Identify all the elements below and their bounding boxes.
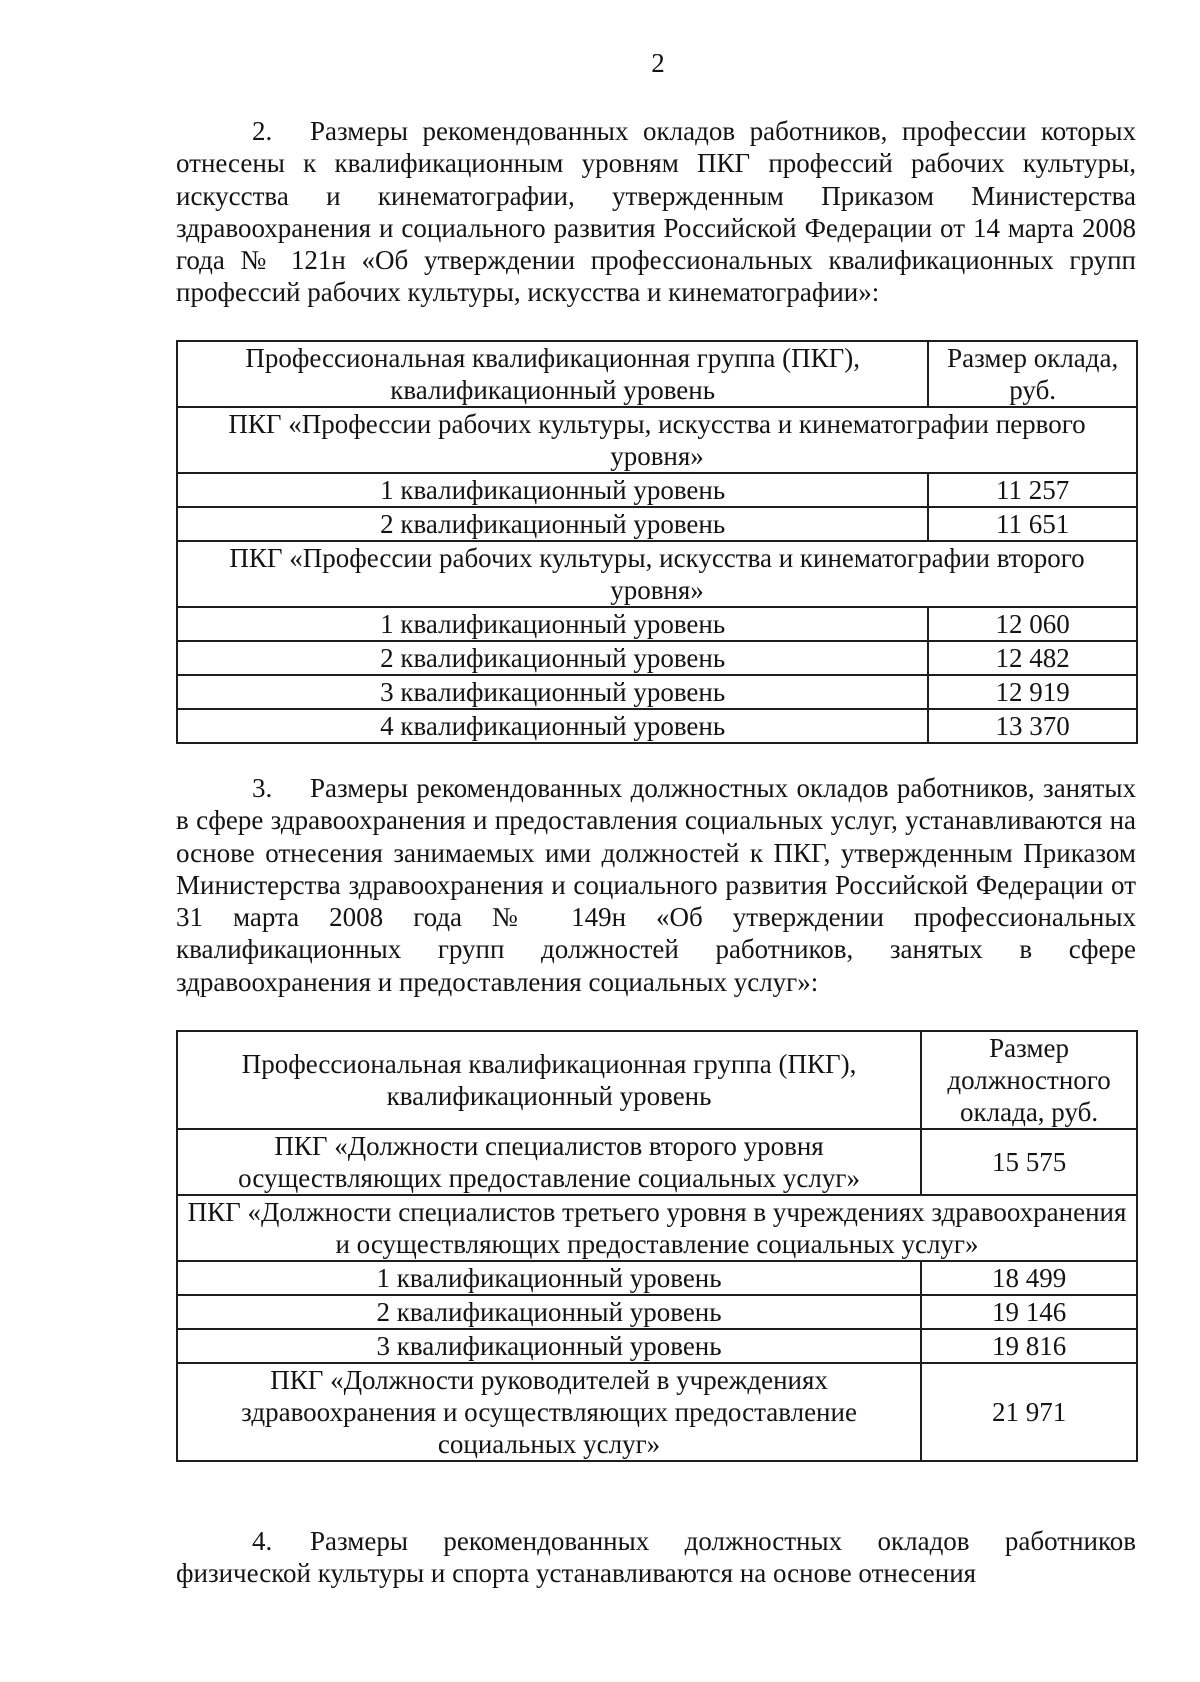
- table-row: [177, 1129, 1137, 1195]
- group-title-cell: ПКГ «Должности руководителей в учреждениях здравоохранения и осуществляющих предоставление социальных услуг»: [177, 1363, 921, 1461]
- level-cell: 2 квалификационный уровень: [177, 507, 928, 541]
- salary-cell: 13 370: [928, 709, 1137, 743]
- level-cell: 1 квалификационный уровень: [177, 607, 928, 641]
- table-row: [177, 1329, 1137, 1363]
- section-4-text: Размеры рекомендованных должностных окладов работников физической культуры и спорта устанавливаются на основе отнесения: [176, 1526, 1136, 1589]
- section-3-text: Размеры рекомендованных должностных окладов работников, занятых в сфере здравоохранения и предоставления социальных услуг, устанавливаются на основе отнесения занимаемых ими должностей к ПКГ, утвержденным Приказом Министерства здравоохранения и социального развития Российской Федерации от 31 марта 2008 года № 149н «Об утверждении профессиональных квалификационных групп должностей работников, занятых в сфере здравоохранения и предоставления социальных услуг»:: [176, 773, 1136, 997]
- salary-cell: 12 482: [928, 641, 1137, 675]
- level-cell: 3 квалификационный уровень: [177, 1329, 921, 1363]
- table-row: [177, 1295, 1137, 1329]
- salary-cell: 15 575: [921, 1129, 1137, 1195]
- salary-cell: 19 146: [921, 1295, 1137, 1329]
- group-title-cell: ПКГ «Должности специалистов третьего уровня в учреждениях здравоохранения и осуществляющих предоставление социальных услуг»: [177, 1195, 1137, 1261]
- salary-cell: 11 651: [928, 507, 1137, 541]
- level-cell: 2 квалификационный уровень: [177, 1295, 921, 1329]
- salary-cell: 19 816: [921, 1329, 1137, 1363]
- salary-cell: 12 060: [928, 607, 1137, 641]
- table-healthcare-social: [176, 1030, 1138, 1462]
- section-2-text: Размеры рекомендованных окладов работников, профессии которых отнесены к квалификационным уровням ПКГ профессий рабочих культуры, искусства и кинематографии, утвержденным Приказом Министерства здравоохранения и социального развития Российской Федерации от 14 марта 2008 года № 121н «Об утверждении профессиональных квалификационных групп профессий рабочих культуры, искусства и кинематографии»:: [176, 116, 1136, 308]
- group-title-row: [177, 541, 1137, 607]
- group-title-row: [177, 407, 1137, 473]
- table-header-row: [177, 341, 1137, 407]
- table-row: [177, 507, 1137, 541]
- table-row: [177, 641, 1137, 675]
- header-group-cell: Профессиональная квалификационная группа (ПКГ), квалификационный уровень: [177, 341, 928, 407]
- section-3-number: 3.: [252, 773, 273, 803]
- level-cell: 3 квалификационный уровень: [177, 675, 928, 709]
- page-number: 2: [651, 48, 665, 78]
- group-title-cell: ПКГ «Должности специалистов второго уровня осуществляющих предоставление социальных услуг»: [177, 1129, 921, 1195]
- header-group-cell: Профессиональная квалификационная группа (ПКГ), квалификационный уровень: [177, 1031, 921, 1129]
- level-cell: 4 квалификационный уровень: [177, 709, 928, 743]
- group-title-cell: ПКГ «Профессии рабочих культуры, искусства и кинематографии первого уровня»: [177, 407, 1137, 473]
- level-cell: 2 квалификационный уровень: [177, 641, 928, 675]
- header-salary-cell: Размер должностного оклада, руб.: [921, 1031, 1137, 1129]
- section-3-paragraph: [176, 772, 1136, 998]
- table-row: [177, 675, 1137, 709]
- group-title-row: [177, 1195, 1137, 1261]
- table-row: [177, 473, 1137, 507]
- table-row: [177, 709, 1137, 743]
- level-cell: 1 квалификационный уровень: [177, 473, 928, 507]
- table-header-row: [177, 1031, 1137, 1129]
- level-cell: 1 квалификационный уровень: [177, 1261, 921, 1295]
- header-salary-cell: Размер оклада, руб.: [928, 341, 1137, 407]
- table-workers-culture: [176, 340, 1138, 744]
- section-2-paragraph: [176, 115, 1136, 309]
- salary-cell: 12 919: [928, 675, 1137, 709]
- salary-cell: 18 499: [921, 1261, 1137, 1295]
- section-4-number: 4.: [252, 1526, 273, 1556]
- section-2-number: 2.: [252, 116, 273, 146]
- section-4-paragraph: [176, 1525, 1136, 1590]
- salary-cell: 21 971: [921, 1363, 1137, 1461]
- salary-cell: 11 257: [928, 473, 1137, 507]
- table-row: [177, 607, 1137, 641]
- group-title-cell: ПКГ «Профессии рабочих культуры, искусства и кинематографии второго уровня»: [177, 541, 1137, 607]
- table-row: [177, 1261, 1137, 1295]
- table-row: [177, 1363, 1137, 1461]
